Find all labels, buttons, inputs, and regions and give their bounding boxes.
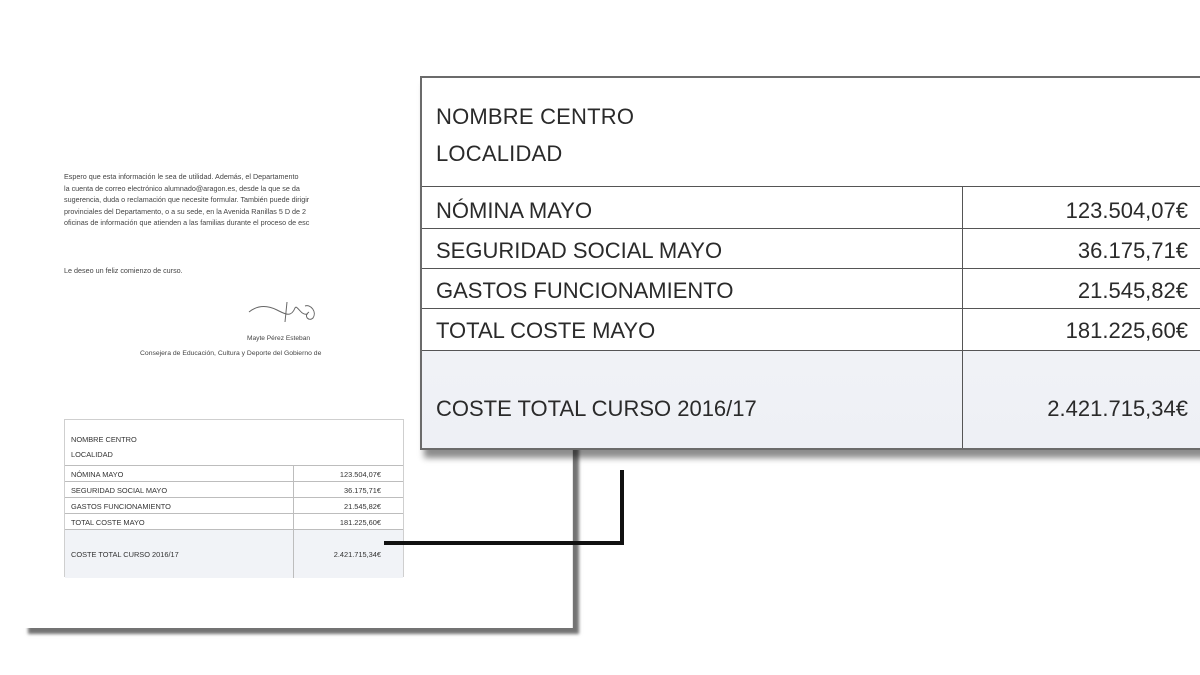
letter-line: la cuenta de correo electrónico alumnado@aragon.es, desde la que se da: [64, 183, 300, 193]
row-value: 21.545,82€: [344, 502, 381, 511]
center-name: NOMBRE CENTRO: [436, 104, 635, 129]
letter-line: provinciales del Departamento, o a su sede, en la Avenida Ranillas 5 D de 2: [64, 206, 306, 216]
row-label: TOTAL COSTE MAYO: [71, 518, 145, 527]
row-label: GASTOS FUNCIONAMIENTO: [436, 278, 734, 303]
row-value: 123.504,07€: [339, 470, 381, 479]
row-value: 36.175,71€: [344, 486, 381, 495]
row-value: 36.175,71€: [1077, 238, 1188, 263]
signer-title: Consejera de Educación, Cultura y Deporte del Gobierno de: [140, 350, 322, 357]
total-value: 2.421.715,34€: [333, 550, 381, 559]
row-value: 21.545,82€: [1077, 278, 1188, 303]
divider: [422, 268, 1200, 269]
row-label: GASTOS FUNCIONAMIENTO: [71, 502, 171, 511]
cost-table-zoomed: [420, 76, 1200, 450]
total-value: 2.421.715,34€: [1047, 396, 1188, 421]
row-value: 123.504,07€: [1065, 198, 1188, 223]
row-value: 181.225,60€: [1065, 318, 1188, 343]
divider: [422, 350, 1200, 351]
total-label: COSTE TOTAL CURSO 2016/17: [71, 550, 179, 559]
row-label: SEGURIDAD SOCIAL MAYO: [436, 238, 723, 263]
row-label: SEGURIDAD SOCIAL MAYO: [71, 486, 168, 495]
table-header: [436, 98, 634, 172]
letter-line: Espero que esta información le sea de utilidad. Además, el Departamento: [64, 172, 299, 181]
row-label: NÓMINA MAYO: [71, 470, 124, 479]
letter-line: oficinas de información que atienden a las familias durante el proceso de esc: [64, 218, 310, 228]
signer-name: Mayte Pérez Esteban: [247, 335, 311, 342]
locality: LOCALIDAD: [71, 450, 113, 459]
center-name: NOMBRE CENTRO: [71, 435, 137, 444]
row-value: 181.225,60€: [339, 518, 381, 527]
divider: [422, 308, 1200, 309]
divider: [422, 228, 1200, 229]
divider: [422, 186, 1200, 187]
total-label: COSTE TOTAL CURSO 2016/17: [436, 396, 757, 421]
column-divider: [962, 186, 963, 448]
letter-closing: Le deseo un feliz comienzo de curso.: [64, 266, 183, 275]
row-label: TOTAL COSTE MAYO: [436, 318, 656, 343]
row-label: NÓMINA MAYO: [436, 198, 593, 223]
letter-line: sugerencia, duda o reclamación que necesite formular. También puede dirigir: [64, 195, 310, 205]
locality: LOCALIDAD: [436, 141, 563, 166]
